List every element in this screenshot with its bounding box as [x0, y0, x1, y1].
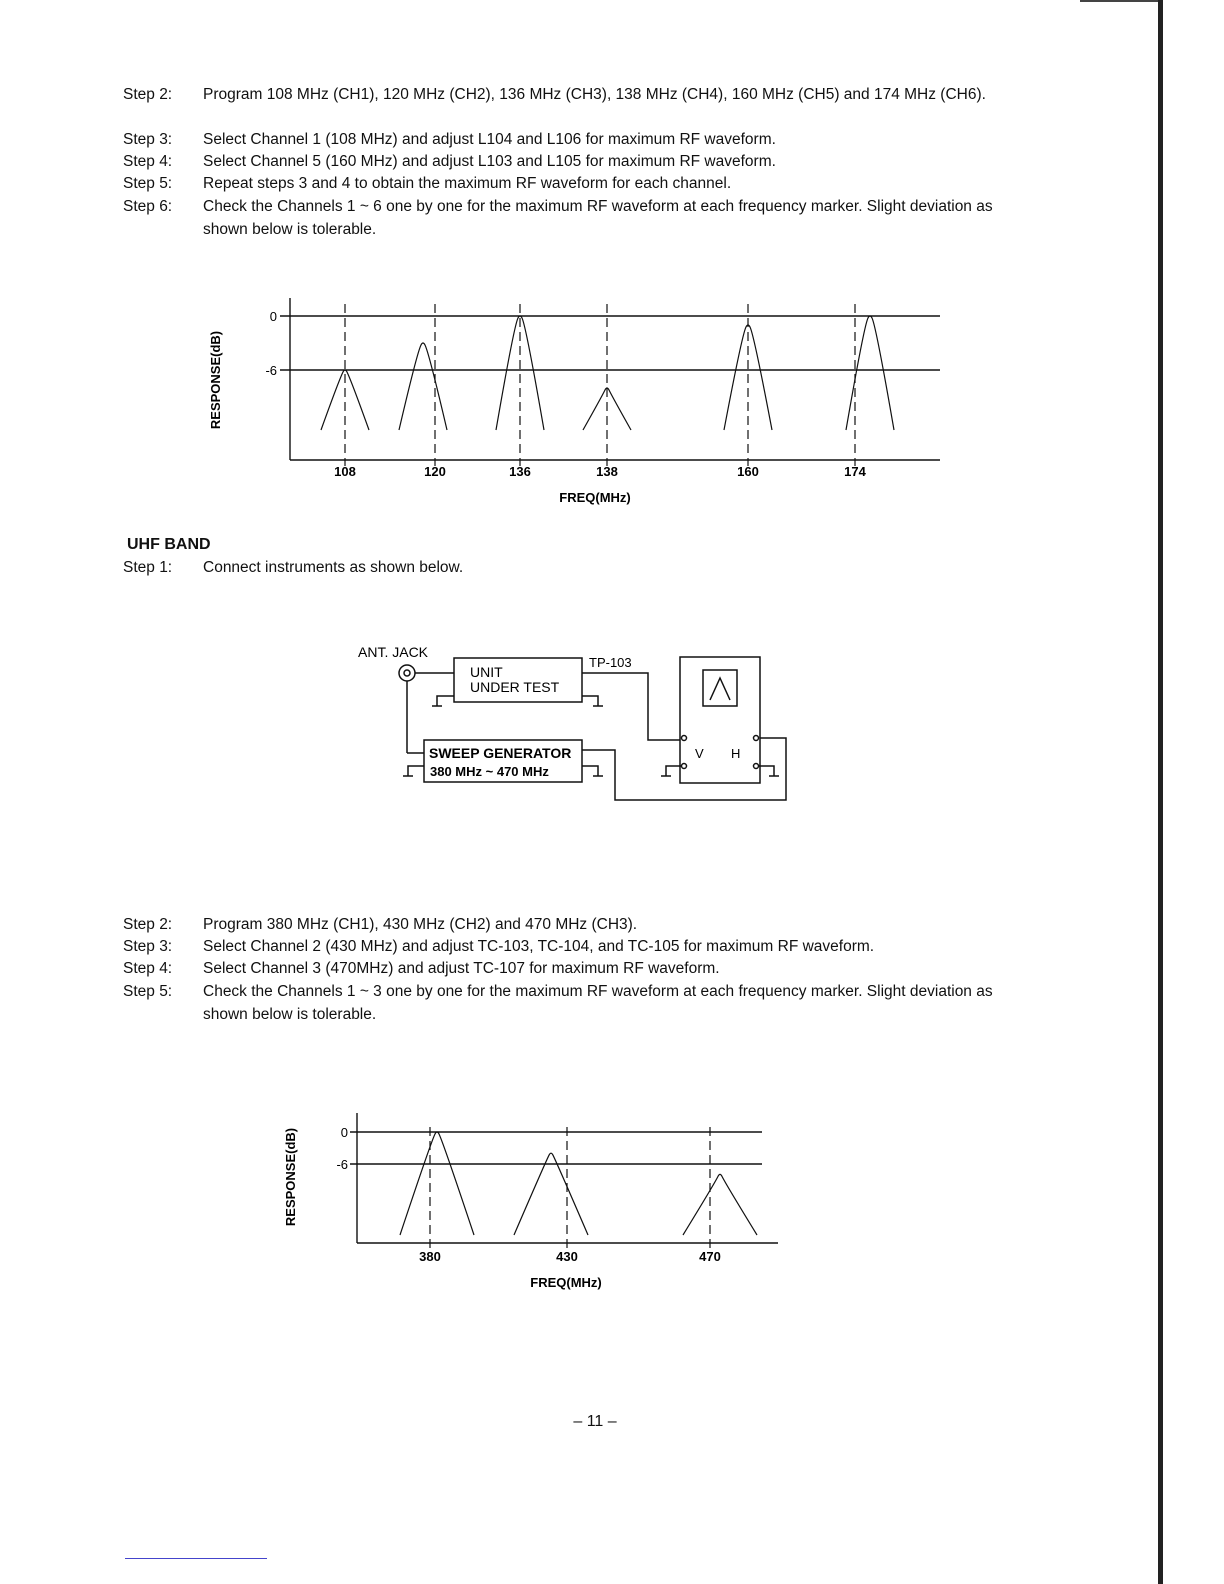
scope-h-label: H: [731, 746, 741, 761]
scope-ground-wire-left: [666, 766, 681, 776]
x-tick-174: 174: [844, 464, 866, 479]
y-tick-0: 0: [269, 309, 277, 324]
response-peak-430: [514, 1153, 588, 1235]
x-tick-108: 108: [334, 464, 356, 479]
response-peak-174: [846, 316, 894, 430]
page-edge-line: [1080, 0, 1162, 2]
response-peak-380: [400, 1132, 474, 1235]
scope-h-terminal: [754, 736, 759, 741]
scope-v-label: V: [695, 746, 704, 761]
unit-ground-wire-right: [582, 696, 598, 706]
uhf-step-5: [123, 981, 1028, 1026]
x-tick-136: 136: [509, 464, 531, 479]
uhf-band-heading: UHF BAND: [127, 536, 211, 553]
generator-ground-wire-right: [582, 766, 598, 776]
unit-label-1: UNIT: [470, 664, 503, 680]
generator-ground-wire-left: [408, 766, 424, 776]
response-peak-120: [399, 343, 447, 430]
oscilloscope-screen: [703, 670, 737, 706]
page-number: – 11 –: [573, 1413, 617, 1430]
step-text: Select Channel 3 (470MHz) and adjust TC-107 for maximum RF waveform.: [203, 960, 720, 977]
connection-diagram: [340, 640, 810, 810]
scope-ground-wire-right: [759, 766, 774, 776]
response-peak-470: [683, 1174, 757, 1235]
step-label: Step 5:: [123, 175, 173, 192]
uhf-step-4: [123, 958, 1028, 981]
ant-jack-icon: [399, 665, 415, 681]
scope-h-ground-terminal: [754, 764, 759, 769]
step-text: Repeat steps 3 and 4 to obtain the maximum RF waveform for each channel.: [203, 175, 732, 192]
bottom-rule: [125, 1558, 267, 1559]
step-text: Connect instruments as shown below.: [203, 559, 464, 576]
step-label: Step 5:: [123, 983, 173, 1000]
tp103-label: TP-103: [589, 655, 632, 670]
uhf-response-chart: [270, 1105, 790, 1305]
unit-ground-wire-left: [437, 696, 454, 706]
x-tick-120: 120: [424, 464, 446, 479]
x-tick-138: 138: [596, 464, 618, 479]
ant-jack-label: ANT. JACK: [358, 644, 429, 660]
x-tick-160: 160: [737, 464, 759, 479]
step-text: Check the Channels 1 ~ 6 one by one for the maximum RF waveform at each frequency marker. Slight deviation as shown below is tolerable.: [203, 198, 993, 238]
scan-edge-bar: [1158, 0, 1163, 1584]
x-tick-430: 430: [556, 1249, 578, 1264]
vhf-response-chart: [195, 290, 955, 515]
sweep-generator-label: SWEEP GENERATOR: [429, 745, 572, 761]
step-label: Step 4:: [123, 960, 173, 977]
step-text: Program 108 MHz (CH1), 120 MHz (CH2), 136 MHz (CH3), 138 MHz (CH4), 160 MHz (CH5) and 174 MHz (CH6).: [203, 86, 986, 103]
step-label: Step 3:: [123, 938, 173, 955]
unit-label-2: UNDER TEST: [470, 679, 560, 695]
scope-v-ground-terminal: [682, 764, 687, 769]
step-text: Program 380 MHz (CH1), 430 MHz (CH2) and 470 MHz (CH3).: [203, 916, 638, 933]
uhf-step-3: [123, 936, 1028, 959]
waveform-icon: [710, 678, 730, 700]
y-tick-minus6: -6: [336, 1157, 348, 1172]
step-text: Check the Channels 1 ~ 3 one by one for the maximum RF waveform at each frequency marker. Slight deviation as shown below is tolerable.: [203, 983, 993, 1023]
vhf-step-2: [123, 84, 1028, 107]
x-axis-label: FREQ(MHz): [559, 490, 631, 505]
y-axis-label: RESPONSE(dB): [208, 330, 223, 430]
step-label: Step 2:: [123, 916, 173, 933]
step-text: Select Channel 2 (430 MHz) and adjust TC-103, TC-104, and TC-105 for maximum RF waveform.: [203, 938, 875, 955]
step-label: Step 2:: [123, 86, 173, 103]
x-axis-label: FREQ(MHz): [530, 1275, 602, 1290]
ant-jack-center: [404, 670, 410, 676]
sweep-range-label: 380 MHz ~ 470 MHz: [430, 764, 549, 779]
vhf-step-4: [123, 151, 1028, 174]
y-axis-label: RESPONSE(dB): [283, 1127, 298, 1227]
oscilloscope-box: [680, 657, 760, 783]
step-text: Select Channel 1 (108 MHz) and adjust L104 and L106 for maximum RF waveform.: [203, 131, 776, 148]
uhf-step-2: [123, 914, 1028, 937]
y-tick-minus6: -6: [265, 363, 277, 378]
vhf-step-5: [123, 173, 1028, 196]
step-label: Step 1:: [123, 559, 173, 576]
scope-v-terminal: [682, 736, 687, 741]
step-label: Step 6:: [123, 198, 173, 215]
step-text: Select Channel 5 (160 MHz) and adjust L103 and L105 for maximum RF waveform.: [203, 153, 776, 170]
x-tick-380: 380: [419, 1249, 441, 1264]
vhf-step-6: [123, 196, 1028, 241]
step-label: Step 3:: [123, 131, 173, 148]
uhf-step-1: [123, 557, 1028, 580]
x-tick-470: 470: [699, 1249, 721, 1264]
step-label: Step 4:: [123, 153, 173, 170]
vhf-step-3: [123, 129, 1028, 152]
y-tick-0: 0: [340, 1125, 348, 1140]
